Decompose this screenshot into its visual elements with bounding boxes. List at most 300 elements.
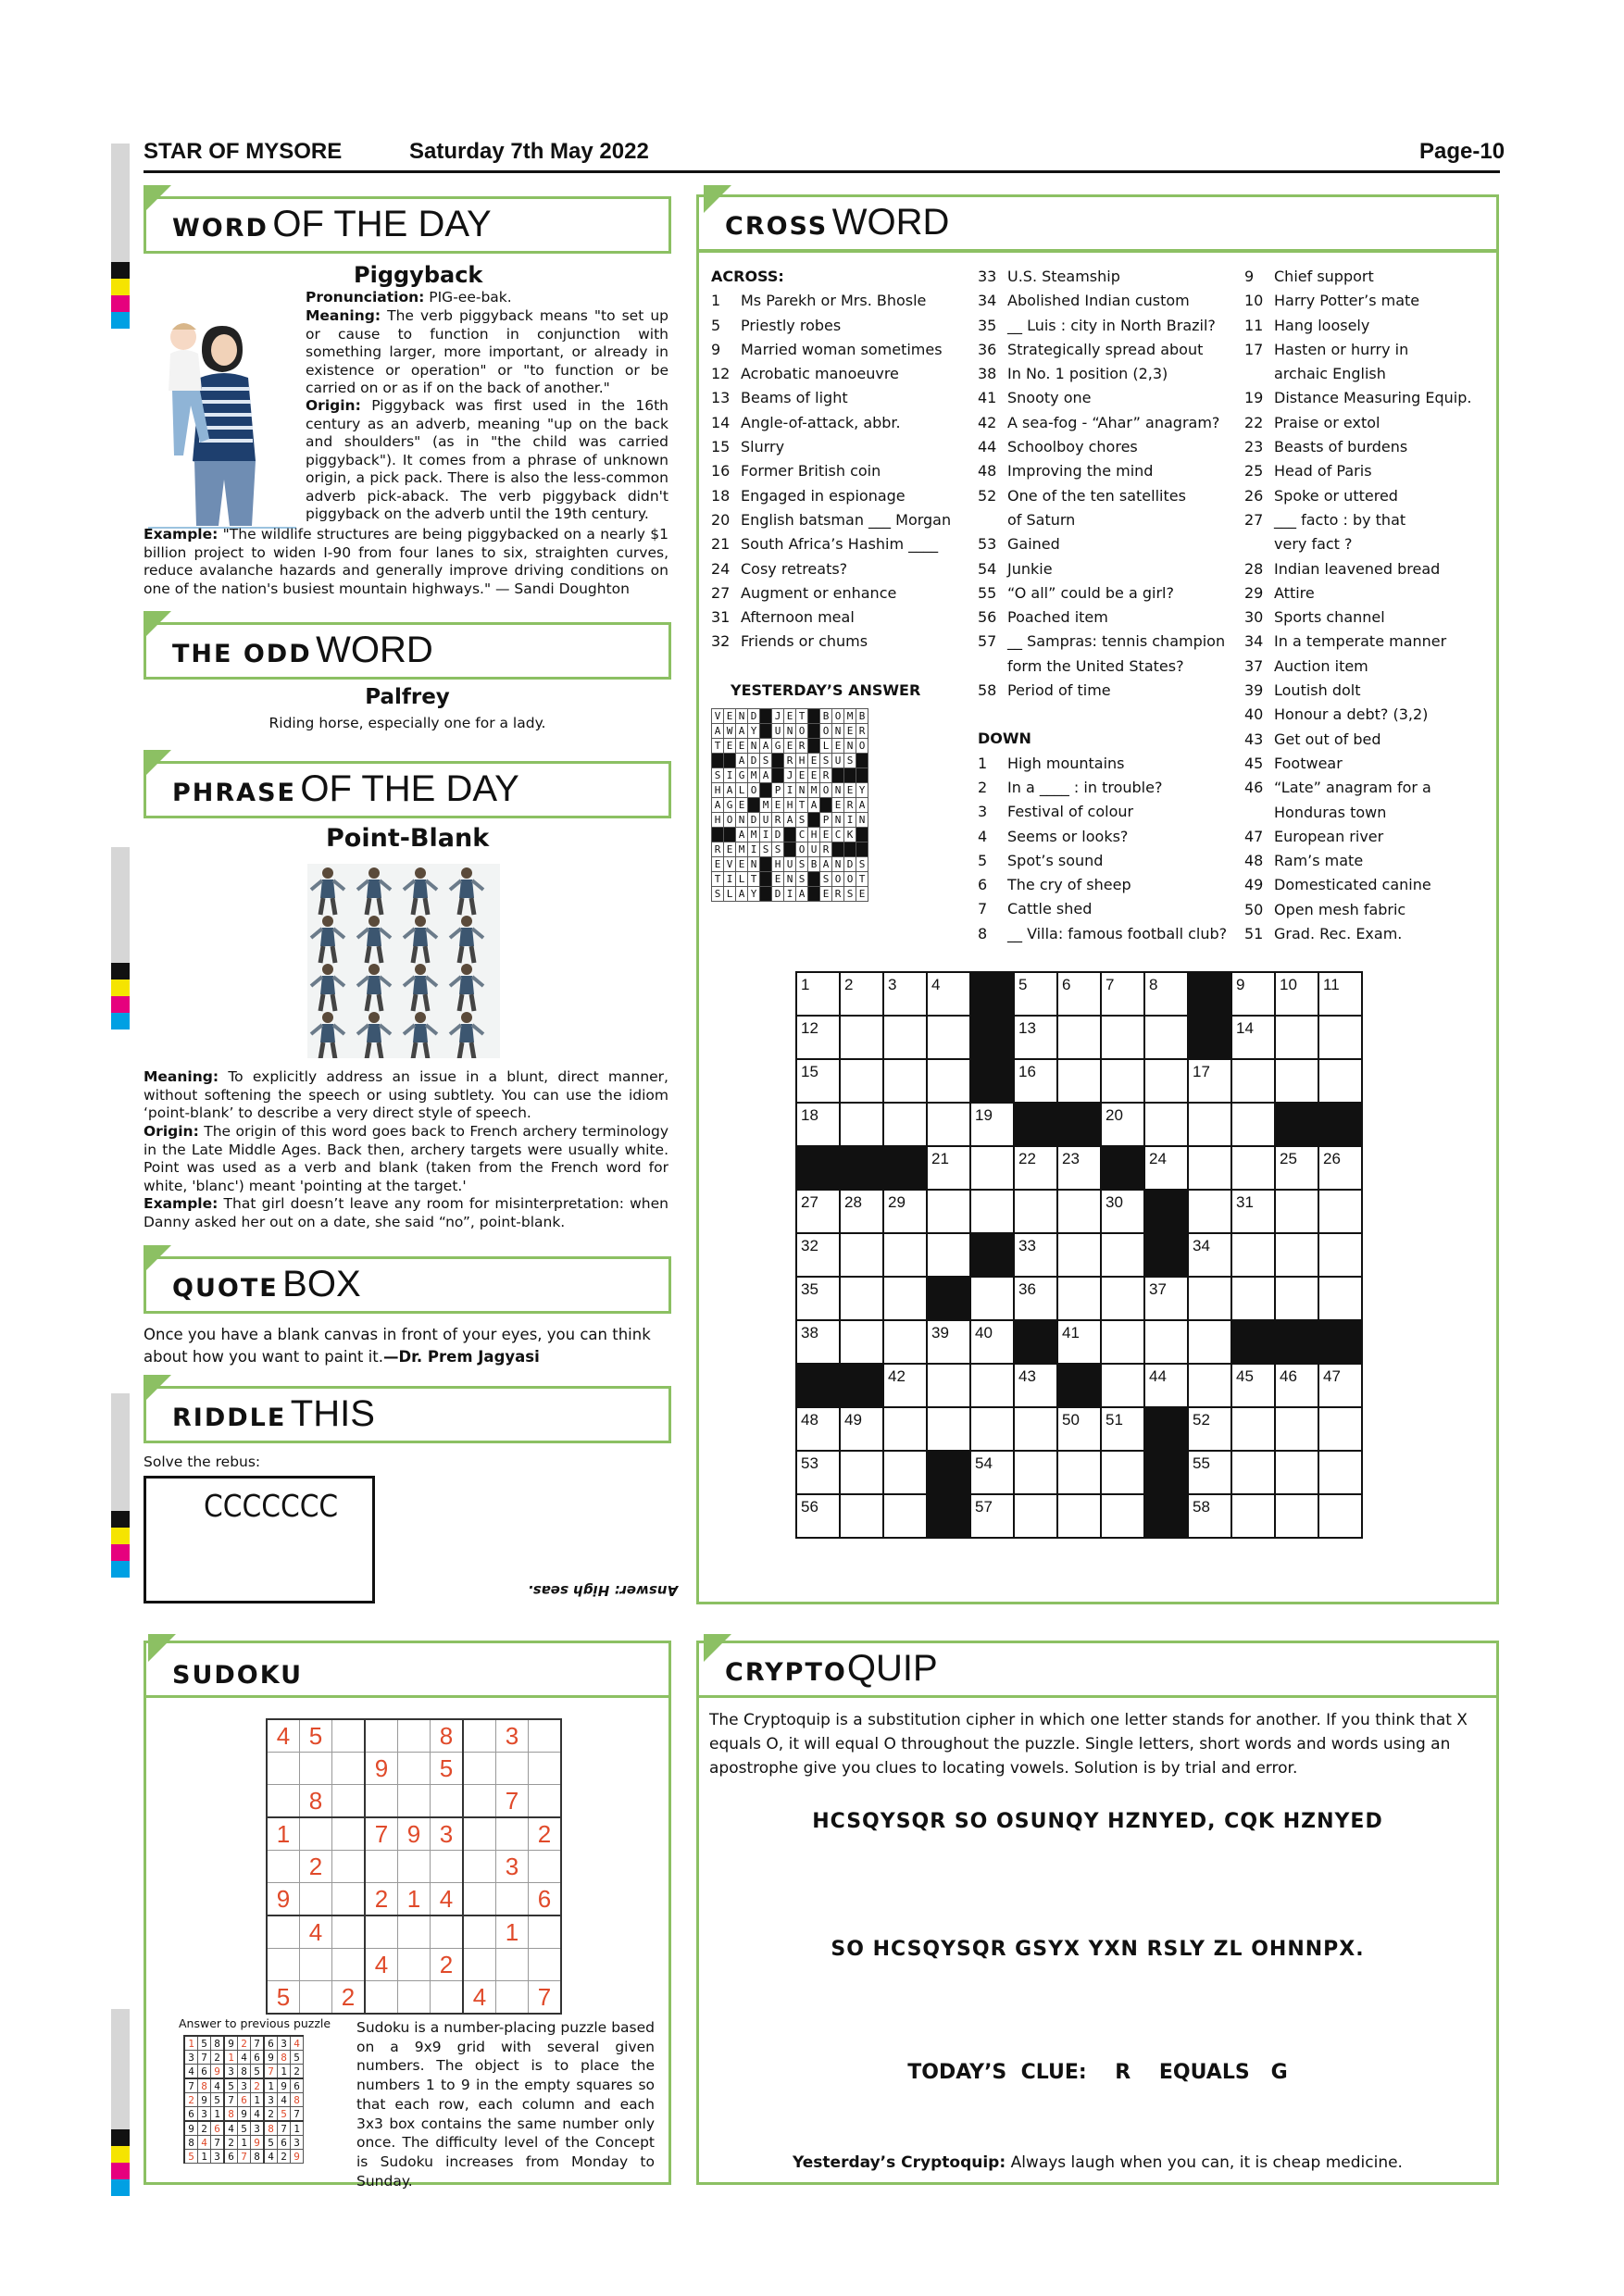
crossword-cell (1014, 1059, 1057, 1103)
clue-text: Beasts of burdens (1274, 438, 1408, 456)
previous-answer-cell: 3 (211, 2150, 225, 2164)
clue-text: Priestly robes (741, 316, 842, 334)
clue-number: 56 (978, 608, 997, 627)
clue-item (1244, 801, 1494, 825)
previous-answer-cell: 9 (251, 2136, 265, 2150)
sudoku-cell (398, 1719, 431, 1753)
answer-cell: L (736, 783, 748, 798)
black-square (1014, 1103, 1057, 1146)
crossword-cell (840, 1320, 883, 1364)
clue-item (1244, 728, 1494, 752)
clue-item (1244, 752, 1494, 776)
cell-number: 51 (1106, 1411, 1123, 1429)
clue-text: Friends or chums (741, 632, 868, 651)
sudoku-cell: 2 (365, 1883, 398, 1916)
clue-text: Head of Paris (1274, 462, 1372, 480)
crossword-cell (883, 1103, 927, 1146)
cell-number: 57 (975, 1498, 993, 1516)
cell-number: 4 (931, 976, 941, 993)
answer-cell: A (808, 798, 820, 813)
sudoku-cell: 5 (431, 1753, 464, 1785)
answer-cell: T (748, 872, 760, 887)
answer-cell: T (796, 709, 808, 724)
crossword-cell (927, 1146, 970, 1190)
answer-cell: A (856, 798, 868, 813)
clue-text: Festival of colour (1007, 803, 1134, 821)
sudoku-cell (300, 1883, 332, 1916)
answer-cell: E (832, 739, 844, 754)
answer-cell: E (724, 739, 736, 754)
cell-number: 50 (1062, 1411, 1080, 1429)
previous-answer-cell: 3 (198, 2107, 211, 2122)
clue-item (711, 532, 961, 556)
sudoku-cell: 5 (300, 1719, 332, 1753)
clue-text: The cry of sheep (1007, 876, 1131, 894)
cell-number: 6 (1062, 976, 1071, 993)
sudoku-cell (332, 1915, 366, 1949)
odd-term: Palfrey (365, 685, 450, 709)
black-square (808, 709, 820, 724)
clue-item (711, 581, 961, 605)
crossword-cell (1275, 1059, 1318, 1103)
section-label: CRYPTO (725, 1658, 847, 1687)
clue-text: Junkie (1007, 559, 1053, 578)
answer-cell: A (712, 798, 724, 813)
answer-cell: E (724, 709, 736, 724)
clue-text: Open mesh fabric (1274, 900, 1406, 918)
clue-text: Acrobatic manoeuvre (741, 365, 899, 383)
clue-number: 29 (1244, 583, 1264, 602)
clue-item (978, 338, 1232, 362)
cell-number: 54 (975, 1454, 993, 1472)
across-clues-2 (978, 265, 1232, 946)
answer-cell: I (724, 872, 736, 887)
clue-text: Afternoon meal (741, 608, 855, 627)
sudoku-grid (266, 1718, 562, 2015)
black-square (856, 768, 868, 783)
black-square (970, 1016, 1014, 1059)
answer-cell: H (808, 828, 820, 842)
previous-answer-cell: 4 (184, 2065, 198, 2079)
answer-cell: N (856, 813, 868, 828)
clue-item (1244, 605, 1494, 630)
answer-cell: T (796, 798, 808, 813)
clue-text: Seems or looks? (1007, 827, 1129, 845)
answer-cell: N (796, 783, 808, 798)
cell-number: 7 (1106, 976, 1115, 993)
sudoku-cell (431, 1785, 464, 1818)
clue-item (1244, 630, 1494, 654)
previous-answer-cell: 6 (211, 2121, 225, 2136)
sudoku-cell (365, 1719, 398, 1753)
word-origin: Origin: Piggyback was first used in the 16th century as an adverb, meaning "up on the back and shoulders" (as in "the child was carried piggyback"). It comes from a phrase of unknown origin, a pick pack. There is also the less-common adverb pick-aback. The verb piggyback didn't piggyback on the adverb until the 19th century. (306, 397, 668, 522)
answer-cell: J (772, 709, 784, 724)
answer-cell: R (820, 768, 832, 783)
sudoku-cell: 4 (267, 1719, 300, 1753)
clue-item (1244, 508, 1494, 532)
previous-answer-cell: 9 (278, 2078, 291, 2093)
answer-cell: R (796, 739, 808, 754)
black-square (844, 768, 856, 783)
crossword-cell (796, 1016, 840, 1059)
odd-definition: Riding horse, especially one for a lady. (269, 715, 546, 731)
black-square (856, 828, 868, 842)
previous-answer-cell: 1 (278, 2065, 291, 2079)
answer-cell: Y (748, 724, 760, 739)
answer-cell: M (760, 798, 772, 813)
clue-text: A sea-fog - “Ahar” anagram? (1007, 413, 1220, 431)
previous-answer-cell: 6 (184, 2107, 198, 2122)
clue-text: “Late” anagram for a (1274, 779, 1431, 797)
clue-item (978, 532, 1232, 556)
across-clues (711, 265, 961, 655)
crossword-cell (1318, 1364, 1362, 1407)
phrase-origin: Origin: The origin of this word goes back to French archery terminology in the Late Middle Ages. Back then, archery targets were usually white. Point was used as a verb and blank (taken from the French word for white, 'blanc') meant 'pointing at the target.' (144, 1123, 668, 1194)
clue-number: 35 (978, 316, 997, 334)
sudoku-cell (300, 1949, 332, 1981)
crossword-cell (1101, 1277, 1144, 1320)
crossword-cell (1318, 1146, 1362, 1190)
clue-item (1244, 459, 1494, 483)
clue-number (978, 655, 1007, 679)
clue-number: 47 (1244, 827, 1264, 845)
answer-cell: R (784, 754, 796, 768)
clue-text: __ Sampras: tennis champion (1007, 632, 1226, 651)
clue-item (1244, 484, 1494, 508)
clue-text: Ms Parekh or Mrs. Bhosle (741, 292, 927, 310)
clue-item (978, 800, 1232, 824)
clue-number: 21 (711, 535, 731, 554)
clue-item (711, 435, 961, 459)
crossword-cell (1101, 1494, 1144, 1538)
black-square (1057, 1103, 1101, 1146)
answer-cell: E (784, 709, 796, 724)
clue-number: 58 (978, 681, 997, 700)
clue-item (978, 630, 1232, 654)
section-label: PHRASE (172, 779, 296, 807)
sudoku-cell (300, 1753, 332, 1785)
previous-answer-cell: 8 (278, 2051, 291, 2065)
answer-cell: M (748, 828, 760, 842)
clue-item (711, 459, 961, 483)
sudoku-cell: 3 (431, 1817, 464, 1851)
previous-answer-cell: 5 (224, 2078, 238, 2093)
crossword-cell (1057, 1277, 1101, 1320)
answer-cell: S (844, 887, 856, 902)
word-term: Piggyback (354, 262, 483, 288)
cell-number: 23 (1062, 1150, 1080, 1167)
sudoku-cell (398, 1785, 431, 1818)
section-label: RIDDLE (172, 1404, 287, 1432)
riddle-answer: Answer: High seas. (528, 1582, 679, 1599)
black-square (1144, 1233, 1188, 1277)
rebus-text: CCCCCCC (204, 1488, 339, 1524)
clue-text: Slurry (741, 438, 785, 456)
sudoku-cell (365, 1785, 398, 1818)
answer-cell: S (712, 887, 724, 902)
clue-item (1244, 655, 1494, 679)
answer-cell: H (772, 857, 784, 872)
previous-answer-cell: 3 (184, 2051, 198, 2065)
black-square (1231, 1320, 1275, 1364)
previous-answer-cell: 3 (291, 2136, 304, 2150)
sudoku-cell: 8 (300, 1785, 332, 1818)
answer-cell: R (820, 842, 832, 857)
cell-number: 27 (801, 1193, 818, 1211)
answer-cell: I (724, 768, 736, 783)
crossword-cell (1144, 1320, 1188, 1364)
crossword-cell (1144, 1059, 1188, 1103)
previous-answer-cell: 4 (291, 2036, 304, 2051)
crossword-cell (1014, 1277, 1057, 1320)
crossword-cell (1144, 1277, 1188, 1320)
sudoku-cell: 2 (300, 1851, 332, 1883)
previous-answer-cell: 8 (238, 2065, 251, 2079)
sudoku-cell: 9 (398, 1817, 431, 1851)
cell-number: 44 (1149, 1367, 1167, 1385)
crossword-cell (1057, 1451, 1101, 1494)
black-square (772, 754, 784, 768)
cell-number: 22 (1018, 1150, 1036, 1167)
crossword-cell (840, 1190, 883, 1233)
sudoku-cell (332, 1851, 366, 1883)
crossword-cell (1231, 1146, 1275, 1190)
previous-answer-cell: 3 (251, 2121, 265, 2136)
section-label: THE ODD (172, 640, 312, 668)
previous-answer-cell: 6 (238, 2093, 251, 2107)
crossword-cell (927, 972, 970, 1016)
clue-number: 22 (1244, 413, 1264, 431)
clue-number: 50 (1244, 900, 1264, 918)
answer-cell: D (772, 887, 784, 902)
sudoku-cell (332, 1719, 366, 1753)
clue-item (1244, 289, 1494, 313)
black-square (712, 828, 724, 842)
previous-answer-cell: 1 (184, 2036, 198, 2051)
clue-text: Sports channel (1274, 608, 1385, 627)
yesterday-grid (711, 708, 868, 902)
clue-number: 8 (978, 924, 988, 942)
previous-answer-cell: 4 (224, 2121, 238, 2136)
black-square (760, 709, 772, 724)
cell-number: 40 (975, 1324, 993, 1341)
crossword-cell (1231, 1190, 1275, 1233)
crossword-cell (840, 1407, 883, 1451)
black-square (772, 768, 784, 783)
black-square (856, 754, 868, 768)
previous-answer-cell: 9 (184, 2121, 198, 2136)
answer-cell: E (796, 768, 808, 783)
answer-cell: D (748, 813, 760, 828)
clue-item (711, 338, 961, 362)
crossword-cell (1318, 1233, 1362, 1277)
black-square (796, 1364, 840, 1407)
previous-answer-cell: 2 (278, 2150, 291, 2164)
sudoku-cell (496, 1949, 529, 1981)
crossword-cell (883, 1494, 927, 1538)
previous-answer-cell: 3 (278, 2036, 291, 2051)
previous-answer-cell: 2 (291, 2065, 304, 2079)
crossword-cell (1318, 1277, 1362, 1320)
cell-number: 2 (844, 976, 854, 993)
answer-cell: E (736, 739, 748, 754)
black-square (844, 842, 856, 857)
clue-text: Period of time (1007, 681, 1111, 700)
answer-cell: A (796, 887, 808, 902)
clue-text: Ram’s mate (1274, 852, 1364, 870)
crossword-cell (927, 1059, 970, 1103)
answer-cell: E (736, 857, 748, 872)
answer-cell: N (784, 872, 796, 887)
answer-cell: E (844, 783, 856, 798)
crossword-cell (1101, 1407, 1144, 1451)
clue-number: 6 (978, 876, 988, 894)
crossword-cell (927, 1016, 970, 1059)
answer-cell: D (748, 754, 760, 768)
crossword-cell (1231, 1364, 1275, 1407)
sudoku-cell: 1 (267, 1817, 300, 1851)
word-example: Example: "The wildlife structures are being piggybacked on a nearly $1 billion project to widen I-90 from four lanes to six, straighten curves, reduce avalanche hazards and generally improve driving conditions on one of the nation's busiest mountain highways." — Sandi Doughton (144, 526, 668, 597)
answer-cell: N (832, 783, 844, 798)
previous-answer-cell: 5 (184, 2150, 198, 2164)
clue-number: 3 (978, 803, 988, 821)
answer-cell: R (844, 798, 856, 813)
cell-number: 3 (888, 976, 897, 993)
crossword-cell (1144, 1364, 1188, 1407)
sudoku-cell (463, 1883, 496, 1916)
clue-number: 52 (978, 486, 997, 505)
answer-cell: O (844, 872, 856, 887)
clue-item (711, 630, 961, 654)
previous-answer-cell: 7 (198, 2051, 211, 2065)
cell-number: 28 (844, 1193, 862, 1211)
clue-number: 41 (978, 389, 997, 407)
clue-item (978, 484, 1232, 508)
sudoku-cell (267, 1949, 300, 1981)
previous-answer-cell: 9 (238, 2107, 251, 2122)
clue-text: Spot’s sound (1007, 851, 1104, 869)
previous-answer-cell: 7 (278, 2121, 291, 2136)
crossword-cell (1014, 1364, 1057, 1407)
clue-text: Praise or extol (1274, 413, 1380, 431)
black-square (927, 1494, 970, 1538)
riddle-prompt: Solve the rebus: (144, 1454, 261, 1470)
answer-cell: H (784, 798, 796, 813)
cell-number: 49 (844, 1411, 862, 1429)
previous-answer-cell: 8 (198, 2078, 211, 2093)
clue-item (978, 849, 1232, 873)
sudoku-cell (398, 1753, 431, 1785)
black-square (840, 1146, 883, 1190)
answer-cell: A (712, 724, 724, 739)
cell-number: 20 (1106, 1106, 1123, 1124)
crossword-cell (927, 1103, 970, 1146)
clue-number: 36 (978, 340, 997, 358)
clue-item (978, 265, 1232, 289)
sudoku-cell: 5 (267, 1981, 300, 2015)
cryptoquip-intro: The Cryptoquip is a substitution cipher in which one letter stands for another. If you think that X equals O, it will equal O throughout the puzzle. Single letters, short words and words using an apostrophe give you clues to locating vowels. Solution is by trial and error. (709, 1711, 1468, 1778)
sudoku-cell (496, 1817, 529, 1851)
black-square (1144, 1494, 1188, 1538)
cell-number: 29 (888, 1193, 906, 1211)
black-square (820, 798, 832, 813)
clue-item (711, 289, 961, 313)
previous-answer-cell: 8 (184, 2136, 198, 2150)
answer-cell: R (772, 813, 784, 828)
crossword-cell (1188, 1364, 1231, 1407)
black-square (970, 1233, 1014, 1277)
black-square (927, 1277, 970, 1320)
black-square (760, 872, 772, 887)
clue-number: 16 (711, 462, 731, 480)
previous-answer-cell: 4 (278, 2093, 291, 2107)
answer-cell: P (772, 783, 784, 798)
crossword-cell (1231, 1494, 1275, 1538)
answer-cell: H (712, 783, 724, 798)
black-square (1275, 1320, 1318, 1364)
answer-cell: N (748, 739, 760, 754)
sudoku-cell (398, 1949, 431, 1981)
crossword-cell (927, 1364, 970, 1407)
clue-number: 44 (978, 438, 997, 456)
clue-text: European river (1274, 827, 1384, 845)
answer-cell: P (820, 813, 832, 828)
clue-number: 34 (978, 292, 997, 310)
answer-cell: A (760, 739, 772, 754)
margin-bar (111, 2009, 130, 2129)
section-title: BOX (282, 1264, 361, 1304)
crossword-cell (1014, 972, 1057, 1016)
clue-number: 27 (711, 583, 731, 602)
cell-number: 12 (801, 1019, 818, 1037)
cell-number: 30 (1106, 1193, 1123, 1211)
clue-text: very fact ? (1274, 535, 1353, 554)
clue-number (1244, 362, 1274, 386)
sudoku-cell (529, 1851, 562, 1883)
answer-cell: N (784, 724, 796, 739)
answer-cell: E (712, 857, 724, 872)
crossword-cell (1231, 1016, 1275, 1059)
crossword-cell (840, 1103, 883, 1146)
clue-item (1244, 581, 1494, 605)
sudoku-cell (365, 1981, 398, 2015)
clue-number: 57 (978, 632, 997, 651)
crossword-cell (840, 1494, 883, 1538)
clue-item (711, 411, 961, 435)
clue-text: Harry Potter’s mate (1274, 292, 1420, 310)
phrase-example: Example: That girl doesn’t leave any room for misinterpretation: when Danny asked her out on a date, she said “no”, point-blank. (144, 1195, 668, 1230)
black-square (856, 842, 868, 857)
answer-cell: A (724, 783, 736, 798)
answer-cell: H (712, 813, 724, 828)
crossword-cell (1014, 1190, 1057, 1233)
crossword-cell (840, 1277, 883, 1320)
black-square (840, 1364, 883, 1407)
answer-cell: H (796, 754, 808, 768)
cell-number: 53 (801, 1454, 818, 1472)
clue-number: 33 (978, 268, 997, 285)
crossword-cell (883, 972, 927, 1016)
previous-answer-cell: 1 (238, 2136, 251, 2150)
cipher-line-1: HCSQYSQR SO OSUNQY HZNYED, CQK HZNYED (812, 1810, 1383, 1833)
clue-number: 43 (1244, 730, 1264, 748)
answer-cell: E (772, 798, 784, 813)
clue-item (978, 922, 1232, 946)
sudoku-cell: 7 (529, 1981, 562, 2015)
answer-cell: O (796, 842, 808, 857)
answer-cell: R (712, 842, 724, 857)
clue-number: 38 (978, 365, 997, 383)
